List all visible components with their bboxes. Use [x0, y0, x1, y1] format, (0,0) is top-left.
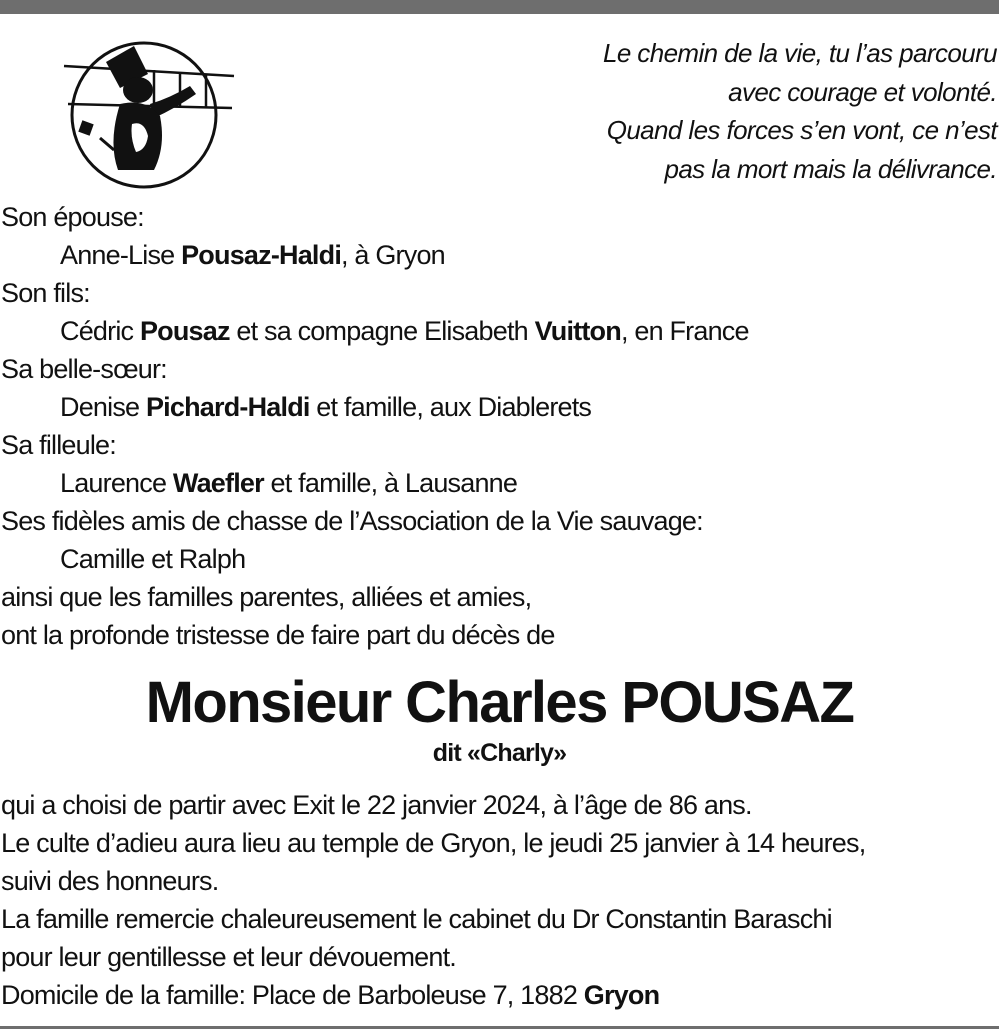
- details-line: Le culte d’adieu aura lieu au temple de Gryon, le jeudi 25 janvier à 14 heures,: [1, 828, 866, 858]
- family-list: [1, 198, 999, 654]
- deceased-name: Monsieur Charles POUSAZ: [145, 670, 854, 735]
- goddaughter-entry: [1, 464, 999, 502]
- poem: [477, 34, 997, 188]
- sister-in-law-location: et famille, aux Diablerets: [309, 392, 592, 422]
- top-border: [0, 0, 999, 14]
- sister-in-law-label: Sa belle-sœur:: [1, 354, 167, 384]
- goddaughter-last-name: Waefler: [172, 468, 264, 498]
- spouse-entry: [1, 236, 999, 274]
- details-line: qui a choisi de partir avec Exit le 22 janvier 2024, à l’âge de 86 ans.: [1, 790, 752, 820]
- friends-entry: Camille et Ralph: [60, 544, 246, 574]
- spouse-label: Son épouse:: [1, 202, 144, 232]
- details-line: La famille remercie chaleureusement le cabinet du Dr Constantin Baraschi: [1, 904, 832, 934]
- son-partner-text: et sa compagne Elisabeth: [229, 316, 535, 346]
- goddaughter-location: et famille, à Lausanne: [263, 468, 518, 498]
- sister-in-law-last-name: Pichard-Haldi: [145, 392, 310, 422]
- son-location: , en France: [620, 316, 749, 346]
- poem-line: Quand les forces s’en vont, ce n’est: [606, 115, 997, 145]
- bottom-border: [0, 1026, 999, 1029]
- deceased-nickname: dit «Charly»: [432, 739, 567, 767]
- spouse-last-name: Pousaz-Haldi: [181, 240, 342, 270]
- spouse-location: , à Gryon: [341, 240, 445, 270]
- son-partner-last-name: Vuitton: [534, 316, 621, 346]
- sister-in-law-first-name: Denise: [60, 392, 146, 422]
- friends-label: Ses fidèles amis de chasse de l’Association de la Vie sauvage:: [1, 506, 703, 536]
- poem-line: avec courage et volonté.: [728, 76, 997, 107]
- son-first-name: Cédric: [60, 316, 140, 346]
- poem-line: pas la mort mais la délivrance.: [664, 153, 997, 184]
- details-line: pour leur gentillesse et leur dévouement.: [1, 942, 456, 972]
- spouse-first-name: Anne-Lise: [60, 240, 182, 270]
- son-label: Son fils:: [1, 278, 90, 308]
- son-entry: [1, 312, 999, 350]
- son-last-name: Pousaz: [139, 316, 230, 346]
- funeral-details: [1, 786, 999, 1014]
- goddaughter-first-name: Laurence: [60, 468, 173, 498]
- poem-line: Le chemin de la vie, tu l’as parcouru: [602, 38, 997, 68]
- family-address: [1, 976, 999, 1014]
- address-town: Gryon: [583, 980, 660, 1010]
- details-line: suivi des honneurs.: [1, 866, 219, 896]
- chimney-sweep-icon: [62, 38, 238, 190]
- address-text: Domicile de la famille: Place de Barboleuse 7, 1882: [1, 980, 584, 1010]
- closing-line: ainsi que les familles parentes, alliées et amies,: [1, 582, 532, 612]
- closing-line: ont la profonde tristesse de faire part du décès de: [1, 620, 555, 650]
- sister-in-law-entry: [1, 388, 999, 426]
- goddaughter-label: Sa filleule:: [1, 430, 116, 460]
